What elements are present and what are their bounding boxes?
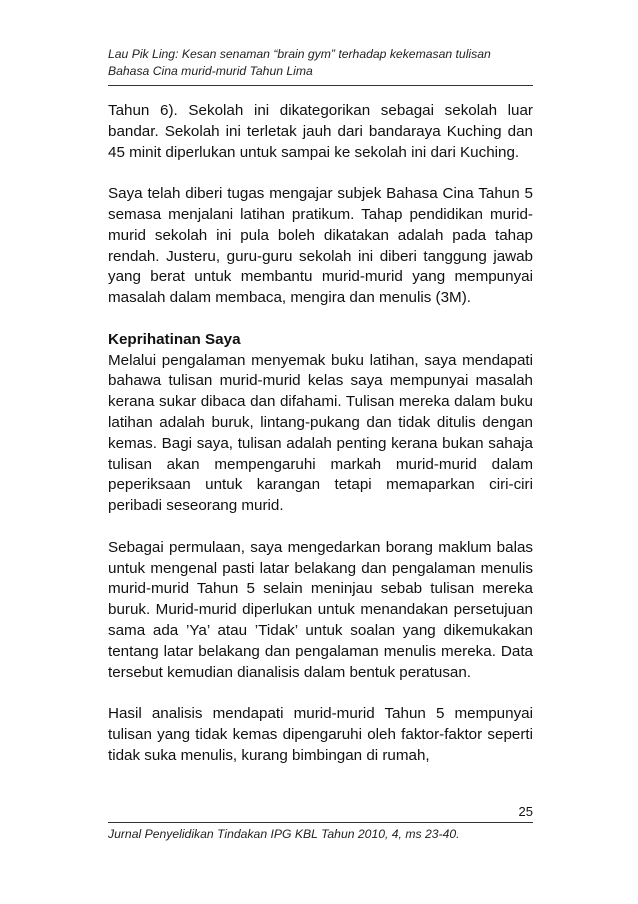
- running-header-line-1: Lau Pik Ling: Kesan senaman “brain gym” terhadap kekemasan tulisan: [108, 47, 491, 61]
- body-text: [108, 101, 533, 787]
- paragraph-school-location: Tahun 6). Sekolah ini dikategorikan sebagai sekolah luar bandar. Sekolah ini terletak jauh dari bandaraya Kuching dan 45 minit diperlukan untuk sampai ke sekolah ini dari Kuching.: [108, 102, 533, 161]
- page-number: 25: [518, 804, 533, 819]
- running-header-line-2: Bahasa Cina murid-murid Tahun Lima: [108, 64, 313, 78]
- running-header: [108, 46, 532, 80]
- header-divider: [108, 85, 533, 86]
- paragraph-feedback-form: Sebagai permulaan, saya mengedarkan borang maklum balas untuk mengenal pasti latar belakang dan pengalaman menulis murid-murid Tahun 5 selain meninjau sebab tulisan mereka buruk. Murid-murid diperlukan untuk menandakan persetujuan sama ada ’Ya’ atau ’Tidak’ untuk soalan yang dikemukakan tentang latar belakang dan pengalaman menulis mereka. Data tersebut kemudian dianalisis dalam bentuk peratusan.: [108, 538, 533, 681]
- paragraph-concern: Melalui pengalaman menyemak buku latihan, saya mendapati bahawa tulisan murid-murid kelas saya mempunyai masalah kerana sukar dibaca dan difahami. Tulisan mereka dalam buku latihan adalah buruk, lintang-pukang dan tidak ditulis dengan kemas. Bagi saya, tulisan adalah penting kerana bukan sahaja tulisan akan mempengaruhi markah murid-murid dalam peperiksaan untuk karangan tetapi memaparkan ciri-ciri peribadi seseorang murid.: [108, 351, 533, 515]
- paragraph-teaching-assignment: Saya telah diberi tugas mengajar subjek Bahasa Cina Tahun 5 semasa menjalani latihan pratikum. Tahap pendidikan murid-murid sekolah ini pula boleh dikatakan adalah pada tahap rendah. Justeru, guru-guru sekolah ini diberi tanggung jawab yang berat untuk membantu murid-murid yang mempunyai masalah dalam membaca, mengira dan menulis (3M).: [108, 185, 533, 307]
- running-footer: Jurnal Penyelidikan Tindakan IPG KBL Tahun 2010, 4, ms 23-40.: [108, 827, 460, 841]
- section-heading: Keprihatinan Saya: [108, 330, 241, 348]
- paragraph-analysis-result: Hasil analisis mendapati murid-murid Tahun 5 mempunyai tulisan yang tidak kemas dipengaruhi oleh faktor-faktor seperti tidak suka menulis, kurang bimbingan di rumah,: [108, 705, 533, 764]
- footer-divider: [108, 822, 533, 823]
